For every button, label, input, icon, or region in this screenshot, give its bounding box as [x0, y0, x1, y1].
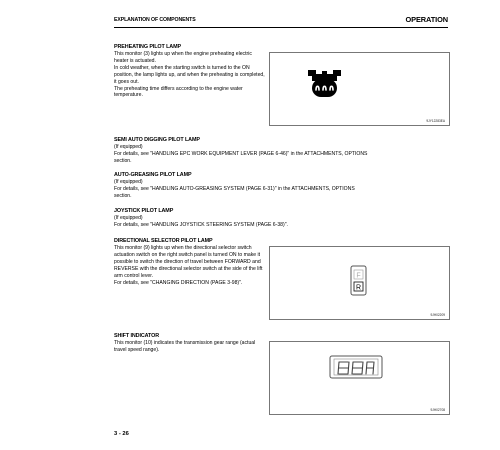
- semi-auto-line: For details, see "HANDLING EPC WORK EQUIPMENT LEVER (PAGE 6-46)" in the ATTACHMENTS, OPTIONS: [114, 150, 368, 157]
- auto-greasing-line: For details, see "HANDLING AUTO-GREASING SYSTEM (PAGE 6-31)" in the ATTACHMENTS, OPTIONS: [114, 185, 355, 192]
- page-header: [114, 15, 448, 28]
- semi-auto-line: (If equipped): [114, 144, 143, 150]
- directional-line: This monitor (9) lights up when the directional selector switch: [114, 245, 252, 251]
- shift-line: This monitor (10) indicates the transmission gear range (actual: [114, 340, 256, 346]
- directional-line: actuation switch on the right switch panel is turned ON to make it: [114, 251, 261, 258]
- semi-auto-title: SEMI AUTO DIGGING PILOT LAMP: [114, 137, 200, 143]
- figure-code: 9JY12283EA: [426, 119, 445, 123]
- preheating-line: temperature.: [114, 92, 143, 99]
- page-number: 3 - 26: [114, 431, 129, 437]
- auto-greasing-title: AUTO-GREASING PILOT LAMP: [114, 172, 192, 178]
- shift-section: [114, 333, 266, 354]
- semi-auto-line: section.: [114, 157, 132, 164]
- auto-greasing-line: (If equipped): [114, 179, 143, 185]
- direction-selector-lamp-icon: [270, 247, 449, 319]
- preheating-line: The preheating time differs according to the engine water: [114, 85, 243, 92]
- joystick-title: JOYSTICK PILOT LAMP: [114, 208, 174, 214]
- shift-title: SHIFT INDICATOR: [114, 333, 160, 339]
- shift-indicator-icon: [270, 342, 449, 414]
- directional-title: DIRECTIONAL SELECTOR PILOT LAMP: [114, 238, 213, 244]
- joystick-section: [114, 208, 448, 229]
- joystick-line: For details, see "HANDLING JOYSTICK STEERING SYSTEM (PAGE 6-38)".: [114, 221, 288, 228]
- forward-indicator: F: [356, 272, 361, 280]
- auto-greasing-section: [114, 172, 448, 200]
- auto-greasing-line: section.: [114, 192, 132, 199]
- preheating-section: [114, 44, 266, 99]
- directional-line: arm control lever.: [114, 272, 154, 279]
- preheating-line: heater is actuated.: [114, 57, 156, 64]
- shift-figure: [269, 341, 450, 415]
- preheating-title: PREHEATING PILOT LAMP: [114, 44, 181, 50]
- semi-auto-section: [114, 137, 448, 165]
- reverse-indicator: R: [355, 284, 362, 292]
- directional-line: possible to switch the direction of travel between FORWARD and: [114, 258, 261, 265]
- header-chapter-title: OPERATION: [405, 15, 448, 24]
- preheating-line: it goes out.: [114, 78, 139, 85]
- figure-code: 9JH02209: [430, 313, 445, 317]
- directional-section: [114, 238, 266, 286]
- preheating-line: This monitor (3) lights up when the engine preheating electric: [114, 51, 252, 57]
- joystick-line: (If equipped): [114, 215, 143, 221]
- shift-line: travel speed range).: [114, 346, 160, 353]
- preheating-figure: [269, 52, 450, 126]
- directional-line: For details, see "CHANGING DIRECTION (PAGE 3-98)".: [114, 279, 243, 286]
- header-section-title: EXPLANATION OF COMPONENTS: [114, 17, 196, 23]
- directional-figure: [269, 246, 450, 320]
- preheating-line: In cold weather, when the starting switch is turned to the ON: [114, 64, 250, 71]
- figure-code: 9JH02708: [430, 408, 445, 412]
- preheating-lamp-icon: [270, 53, 449, 125]
- directional-line: REVERSE with the directional selector switch at the side of the lift: [114, 265, 263, 272]
- preheating-line: position, the lamp lights up, and when the preheating is completed,: [114, 71, 265, 78]
